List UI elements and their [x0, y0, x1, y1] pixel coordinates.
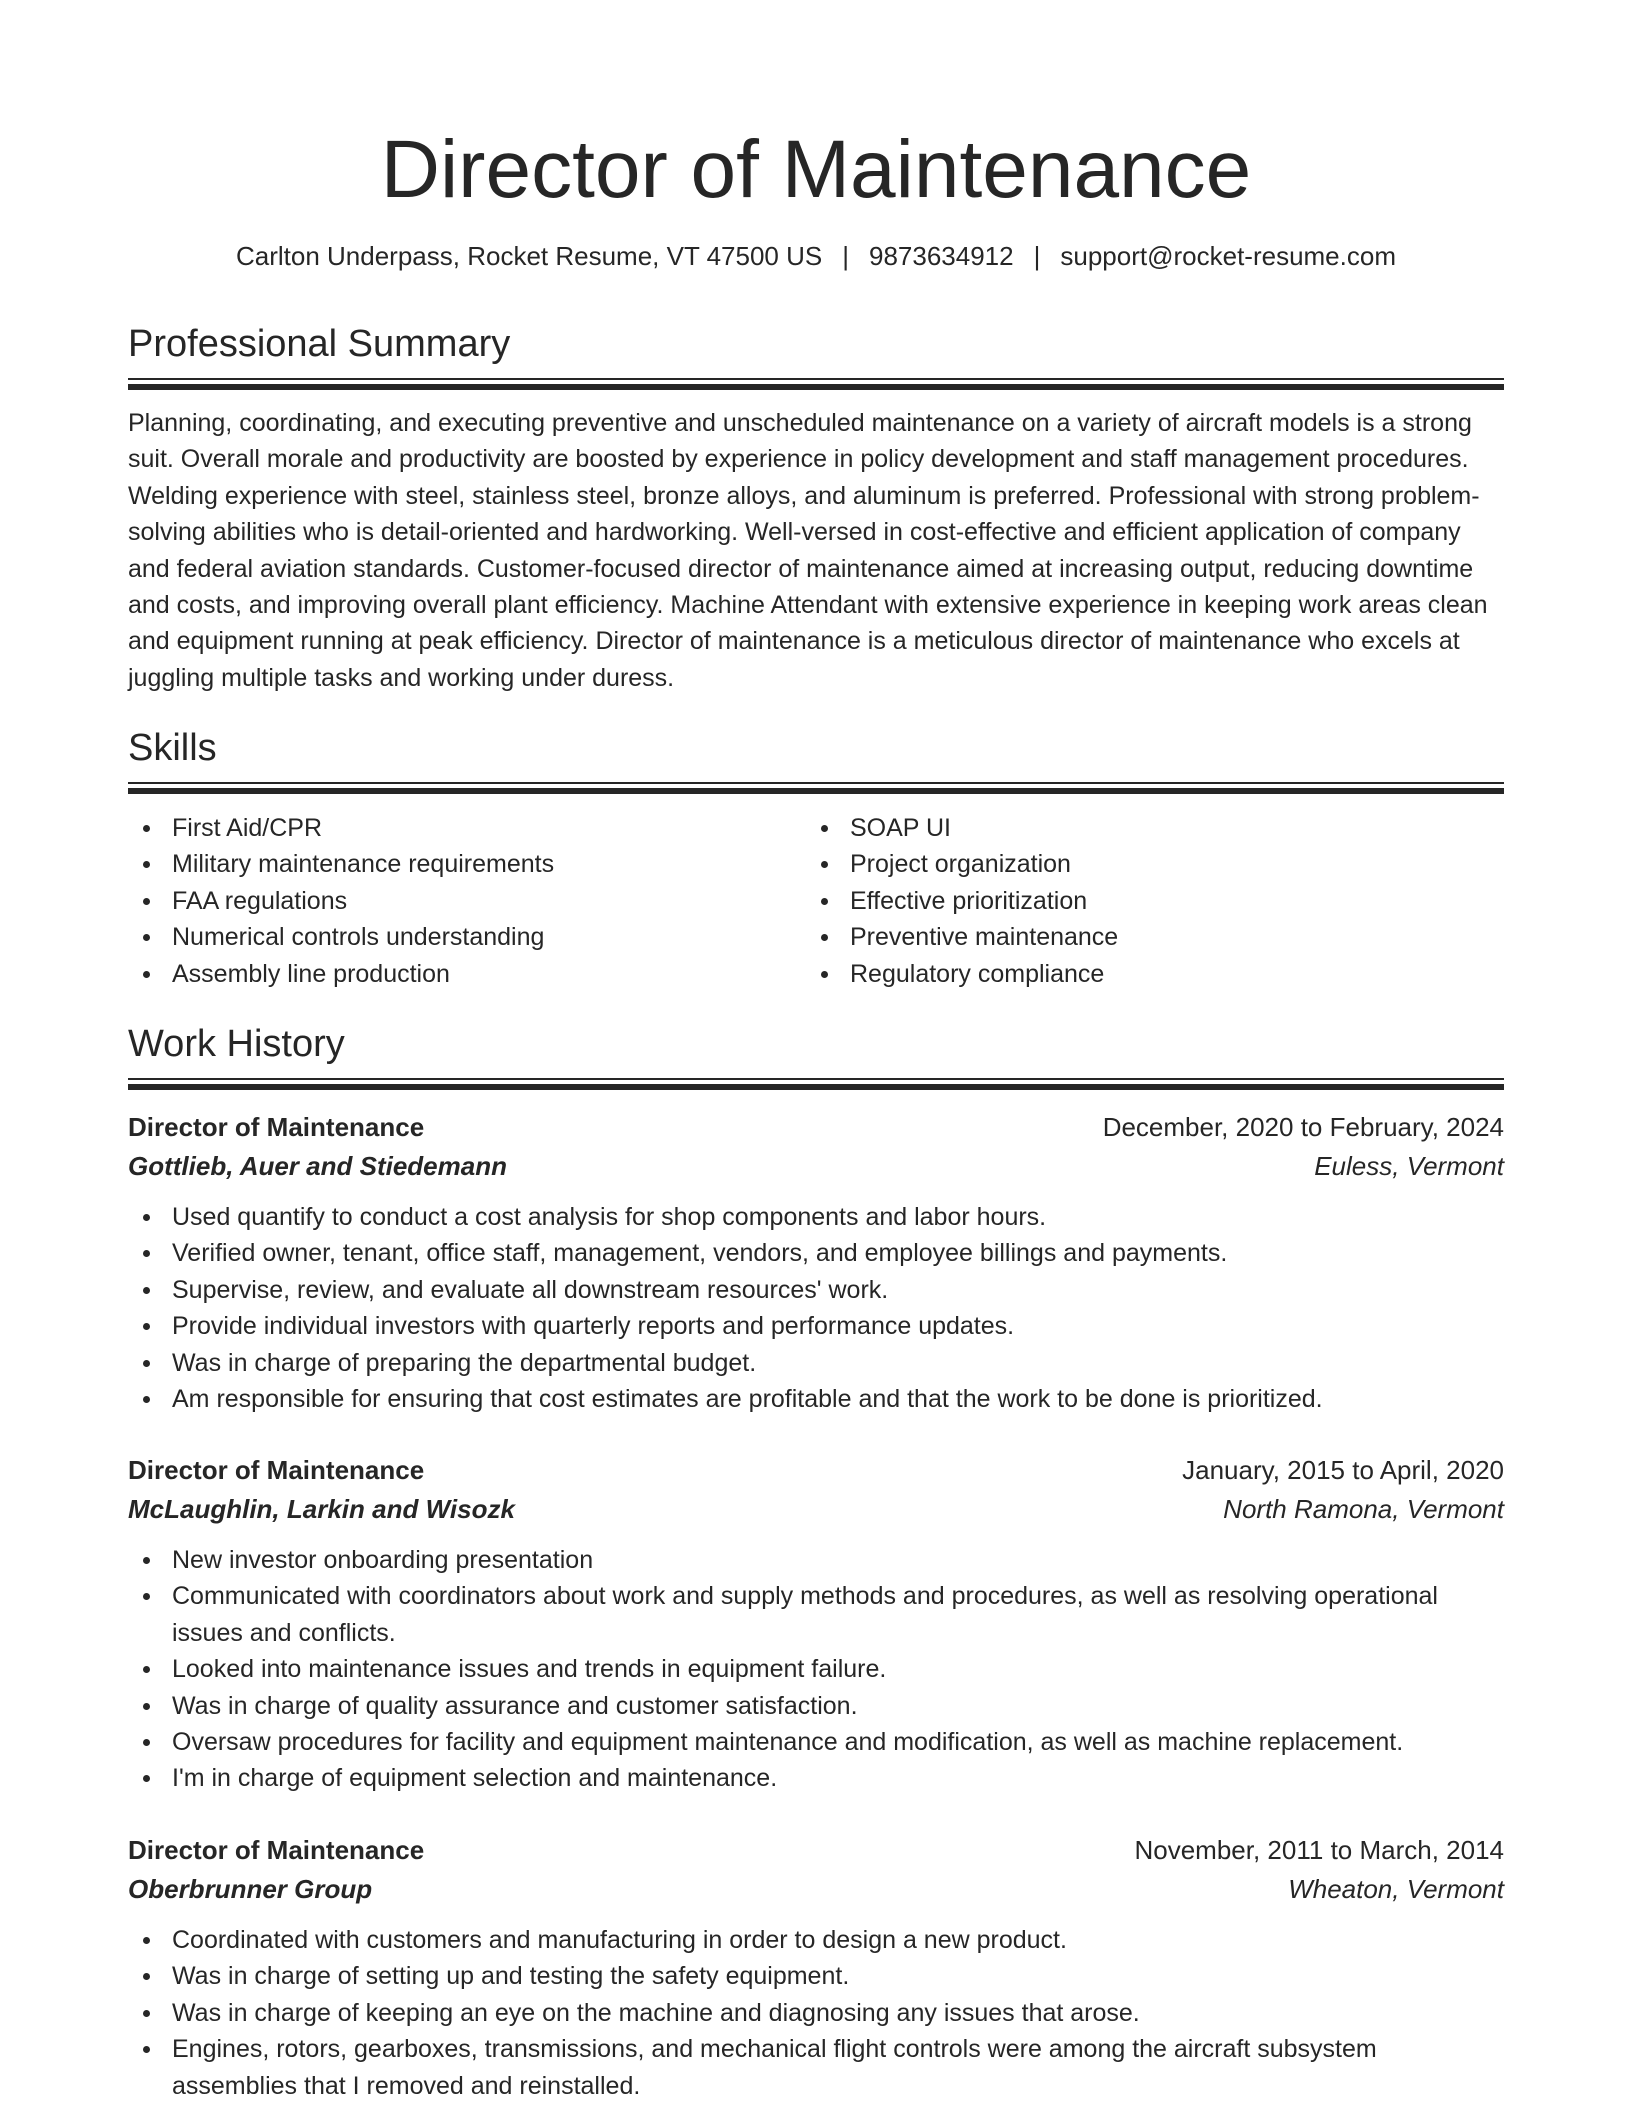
job-bullet: Engines, rotors, gearboxes, transmissions, and mechanical flight controls were among the aircraft subsystem assemblies that I removed and reinstalled.: [172, 2031, 1504, 2104]
job-company: McLaughlin, Larkin and Wisozk: [128, 1494, 515, 1524]
job-location: North Ramona, Vermont: [1223, 1494, 1504, 1524]
job-header: [128, 1107, 1504, 1147]
job-bullet: Provide individual investors with quarterly reports and performance updates.: [172, 1308, 1504, 1344]
skills-column-right: [806, 810, 1484, 992]
job-entry: [128, 1830, 1504, 2104]
job-subheader: [128, 1147, 1504, 1185]
job-bullet: New investor onboarding presentation: [172, 1542, 1504, 1578]
skill-item: Effective prioritization: [850, 883, 1484, 919]
contact-email: support@rocket-resume.com: [1060, 241, 1396, 271]
job-bullet: Coordinated with customers and manufacturing in order to design a new product.: [172, 1922, 1504, 1958]
skills-list: [128, 810, 1504, 992]
section-divider: [128, 782, 1504, 794]
skill-item: Regulatory compliance: [850, 956, 1484, 992]
job-header: [128, 1830, 1504, 1870]
section-divider: [128, 1078, 1504, 1090]
skill-item: Project organization: [850, 846, 1484, 882]
contact-phone: 9873634912: [869, 241, 1014, 271]
job-entry: [128, 1450, 1504, 1797]
job-bullet: Was in charge of quality assurance and customer satisfaction.: [172, 1688, 1504, 1724]
job-dates: January, 2015 to April, 2020: [1182, 1455, 1504, 1485]
job-bullet: Verified owner, tenant, office staff, management, vendors, and employee billings and payments.: [172, 1235, 1504, 1271]
job-bullet: Oversaw procedures for facility and equipment maintenance and modification, as well as machine replacement.: [172, 1724, 1504, 1760]
job-bullets: [128, 1199, 1504, 1417]
job-location: Euless, Vermont: [1314, 1151, 1504, 1181]
job-bullet: Communicated with coordinators about work and supply methods and procedures, as well as resolving operational issues and conflicts.: [172, 1578, 1504, 1651]
job-bullet: Supervise, review, and evaluate all downstream resources' work.: [172, 1272, 1504, 1308]
resume-name: Director of Maintenance: [380, 124, 1252, 215]
job-location: Wheaton, Vermont: [1288, 1874, 1504, 1904]
summary-text: Planning, coordinating, and executing preventive and unscheduled maintenance on a variety of aircraft models is a strong suit. Overall morale and productivity are boosted by experience in policy development and staff management procedures. Welding experience with steel, stainless steel, bronze alloys, and aluminum is preferred. Professional with strong problem-solving abilities who is detail-oriented and hardworking. Well-versed in cost-effective and efficient application of company and federal aviation standards. Customer-focused director of maintenance aimed at increasing output, reducing downtime and costs, and improving overall plant efficiency. Machine Attendant with extensive experience in keeping work areas clean and equipment running at peak efficiency. Director of maintenance is a meticulous director of maintenance who excels at juggling multiple tasks and working under duress.: [128, 409, 1488, 692]
job-entry: [128, 1107, 1504, 1417]
skills-column-left: [128, 810, 806, 992]
skill-item: Assembly line production: [172, 956, 806, 992]
job-subheader: [128, 1870, 1504, 1908]
job-bullet: I'm in charge of equipment selection and maintenance.: [172, 1760, 1504, 1796]
job-bullet: Was in charge of setting up and testing the safety equipment.: [172, 1958, 1504, 1994]
job-dates: December, 2020 to February, 2024: [1102, 1112, 1504, 1142]
job-title: Director of Maintenance: [128, 1455, 425, 1485]
contact-line: [128, 238, 1504, 274]
job-title: Director of Maintenance: [128, 1112, 425, 1142]
section-title-work-history: Work History: [128, 1023, 345, 1065]
job-bullets: [128, 1922, 1504, 2104]
job-bullet: Used quantify to conduct a cost analysis for shop components and labor hours.: [172, 1199, 1504, 1235]
skill-item: Preventive maintenance: [850, 919, 1484, 955]
job-subheader: [128, 1490, 1504, 1528]
skill-item: First Aid/CPR: [172, 810, 806, 846]
job-dates: November, 2011 to March, 2014: [1134, 1835, 1504, 1865]
job-bullets: [128, 1542, 1504, 1797]
job-bullet: Am responsible for ensuring that cost estimates are profitable and that the work to be done is prioritized.: [172, 1381, 1504, 1417]
job-company: Gottlieb, Auer and Stiedemann: [128, 1151, 507, 1181]
skill-item: Military maintenance requirements: [172, 846, 806, 882]
skill-item: Numerical controls understanding: [172, 919, 806, 955]
skill-item: FAA regulations: [172, 883, 806, 919]
contact-separator: |: [1033, 241, 1041, 271]
section-divider: [128, 378, 1504, 390]
job-header: [128, 1450, 1504, 1490]
contact-address: Carlton Underpass, Rocket Resume, VT 47500 US: [235, 241, 823, 271]
section-title-skills: Skills: [128, 727, 217, 769]
job-bullet: Was in charge of preparing the departmental budget.: [172, 1345, 1504, 1381]
contact-separator: |: [842, 241, 849, 271]
job-bullet: Was in charge of keeping an eye on the machine and diagnosing any issues that arose.: [172, 1995, 1504, 2031]
job-bullet: Looked into maintenance issues and trends in equipment failure.: [172, 1651, 1504, 1687]
section-title-summary: Professional Summary: [128, 323, 511, 365]
job-company: Oberbrunner Group: [128, 1874, 373, 1904]
job-title: Director of Maintenance: [128, 1835, 425, 1865]
skill-item: SOAP UI: [850, 810, 1484, 846]
